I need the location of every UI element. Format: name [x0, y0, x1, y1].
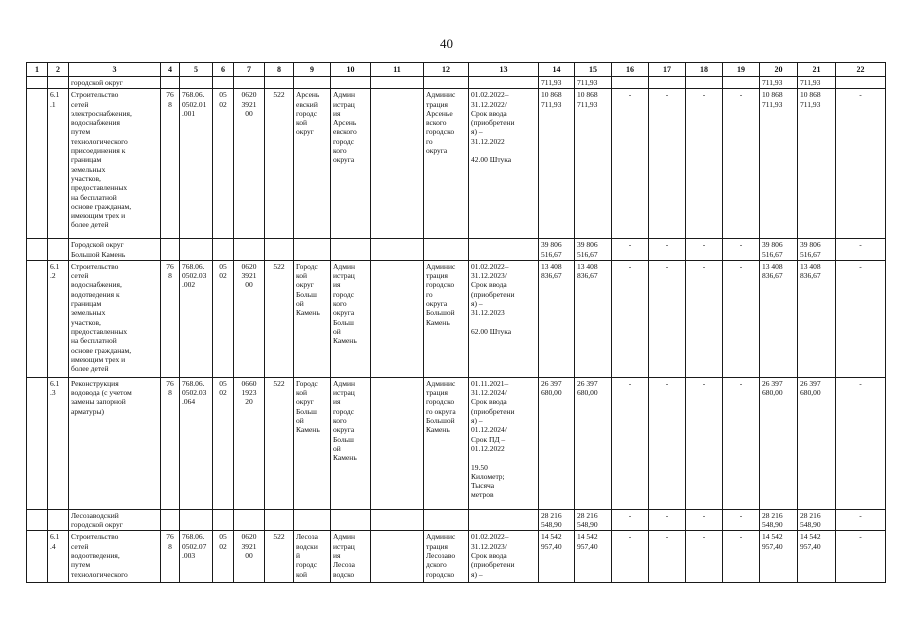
table-cell: 522 — [265, 260, 294, 377]
table-cell: 05 02 — [213, 89, 234, 239]
table-cell: 14 542 957,40 — [760, 531, 798, 583]
table-cell — [265, 239, 294, 261]
column-header: 5 — [180, 63, 213, 77]
table-cell — [48, 239, 69, 261]
table-cell: - — [612, 509, 649, 531]
table-cell: - — [686, 89, 723, 239]
table-cell: - — [686, 260, 723, 377]
table-cell: 28 216 548,90 — [575, 509, 612, 531]
table-cell — [294, 509, 331, 531]
table-cell: Строительство сетей водоснабжения, водотведения к границам земельных участков, предоставленных на бесплатной основе гражданам, имеющим трех и более детей — [69, 260, 161, 377]
table-cell: Городской округ Большой Камень — [69, 239, 161, 261]
table-cell — [213, 509, 234, 531]
table-cell: 13 408 836,67 — [575, 260, 612, 377]
page-number: 40 — [440, 36, 453, 51]
table-row — [27, 509, 886, 531]
table-cell: - — [723, 260, 760, 377]
table-cell: 14 542 957,40 — [539, 531, 575, 583]
table-cell — [469, 77, 539, 89]
table-cell: Админ истрац ия городс кого округа Больш ой Камень — [331, 260, 371, 377]
table-cell — [161, 239, 180, 261]
table-cell: 05 02 — [213, 531, 234, 583]
table-cell — [469, 239, 539, 261]
table-cell — [265, 77, 294, 89]
table-cell: 768.06. 0502.07 .003 — [180, 531, 213, 583]
table-cell — [723, 77, 760, 89]
table-cell: 10 868 711,93 — [798, 89, 836, 239]
table-cell: 10 868 711,93 — [760, 89, 798, 239]
table-cell — [161, 509, 180, 531]
column-header: 4 — [161, 63, 180, 77]
table-row — [27, 531, 886, 583]
column-header: 10 — [331, 63, 371, 77]
column-header: 15 — [575, 63, 612, 77]
data-table — [26, 62, 886, 583]
table-cell: 522 — [265, 531, 294, 583]
table-cell: - — [686, 377, 723, 509]
table-cell — [234, 77, 265, 89]
table-cell: 768.06. 0502.03 .064 — [180, 377, 213, 509]
table-cell — [424, 77, 469, 89]
table-cell: 6.1 .1 — [48, 89, 69, 239]
column-header: 16 — [612, 63, 649, 77]
table-cell — [180, 239, 213, 261]
table-cell — [371, 77, 424, 89]
table-cell: - — [649, 531, 686, 583]
table-cell: 39 806 516,67 — [539, 239, 575, 261]
column-header: 21 — [798, 63, 836, 77]
table-cell: 711,93 — [798, 77, 836, 89]
table-cell — [294, 77, 331, 89]
column-header: 19 — [723, 63, 760, 77]
table-cell — [213, 77, 234, 89]
table-cell: 05 02 — [213, 377, 234, 509]
column-header: 2 — [48, 63, 69, 77]
table-cell: - — [686, 239, 723, 261]
table-cell — [27, 509, 48, 531]
table-cell — [331, 509, 371, 531]
table-cell: Админис трация Лесозаво дского городско — [424, 531, 469, 583]
table-cell: 01.02.2022– 31.12.2023/ Срок ввода (приобретени я) – 31.12.2023 62.00 Штука — [469, 260, 539, 377]
column-header: 22 — [836, 63, 886, 77]
table-cell: - — [612, 260, 649, 377]
table-cell: 26 397 680,00 — [539, 377, 575, 509]
column-header: 3 — [69, 63, 161, 77]
table-cell: - — [836, 377, 886, 509]
table-cell — [27, 239, 48, 261]
table-row — [27, 260, 886, 377]
table-cell: 76 8 — [161, 531, 180, 583]
table-cell: 0620 3921 00 — [234, 260, 265, 377]
table-cell: - — [649, 509, 686, 531]
table-cell: 10 868 711,93 — [575, 89, 612, 239]
table-cell: 13 408 836,67 — [798, 260, 836, 377]
table-cell: - — [612, 239, 649, 261]
column-header: 7 — [234, 63, 265, 77]
table-cell: - — [686, 509, 723, 531]
table-cell — [371, 377, 424, 509]
table-cell: 01.02.2022– 31.12.2023/ Срок ввода (приобретени я) – — [469, 531, 539, 583]
table-cell: - — [836, 89, 886, 239]
table-cell: 768.06. 0502.03 .002 — [180, 260, 213, 377]
table-cell: 01.02.2022– 31.12.2022/ Срок ввода (приобретени я) – 31.12.2022 42.00 Штука — [469, 89, 539, 239]
table-cell: 05 02 — [213, 260, 234, 377]
table-cell: 26 397 680,00 — [575, 377, 612, 509]
table-cell — [48, 509, 69, 531]
table-cell: Админ истрац ия городс кого округа Больш ой Камень — [331, 377, 371, 509]
table-cell: городской округ — [69, 77, 161, 89]
table-cell — [686, 77, 723, 89]
table-cell: 522 — [265, 377, 294, 509]
table-cell: - — [612, 377, 649, 509]
table-row — [27, 239, 886, 261]
table-cell — [27, 89, 48, 239]
table-cell: 522 — [265, 89, 294, 239]
table-cell: 6.1 .4 — [48, 531, 69, 583]
table-cell: Админис трация городско го округа Большой Камень — [424, 260, 469, 377]
table-cell: 39 806 516,67 — [575, 239, 612, 261]
table-cell — [371, 531, 424, 583]
table-cell — [469, 509, 539, 531]
table-cell: Лесоза водски й городс кой — [294, 531, 331, 583]
column-header: 20 — [760, 63, 798, 77]
table-cell — [649, 77, 686, 89]
table-cell: 0660 1923 20 — [234, 377, 265, 509]
table-row — [27, 89, 886, 239]
table-cell: - — [723, 531, 760, 583]
table-cell: 76 8 — [161, 377, 180, 509]
table-cell: 01.11.2021– 31.12.2024/ Срок ввода (приобретени я) – 01.12.2024/ Срок ПД – 01.12.2022 19.50 Километр; Тысяча метров — [469, 377, 539, 509]
table-cell: - — [723, 239, 760, 261]
table-cell: 76 8 — [161, 89, 180, 239]
table-cell — [612, 77, 649, 89]
column-header: 13 — [469, 63, 539, 77]
table-cell — [234, 509, 265, 531]
table-cell: 711,93 — [575, 77, 612, 89]
table-cell — [234, 239, 265, 261]
table-cell: Админис трация Арсенье вского городско го округа — [424, 89, 469, 239]
table-cell — [371, 260, 424, 377]
table-cell — [27, 531, 48, 583]
table-cell: 768.06. 0502.01 .001 — [180, 89, 213, 239]
table-cell — [331, 77, 371, 89]
table-cell: 39 806 516,67 — [760, 239, 798, 261]
header-row — [27, 63, 886, 77]
table-cell — [371, 239, 424, 261]
table-row — [27, 377, 886, 509]
table-cell — [331, 239, 371, 261]
table-cell — [161, 77, 180, 89]
table-cell: 39 806 516,67 — [798, 239, 836, 261]
table-cell — [180, 77, 213, 89]
table-cell: - — [649, 377, 686, 509]
table-cell: - — [723, 377, 760, 509]
column-header: 11 — [371, 63, 424, 77]
table-cell: 6.1 .2 — [48, 260, 69, 377]
table-cell: - — [723, 89, 760, 239]
table-cell: - — [686, 531, 723, 583]
table-cell — [371, 89, 424, 239]
table-cell: Арсень евский городс кой округ — [294, 89, 331, 239]
table-cell: Строительство сетей электроснабжения, водоснабжения путем технологического присоединения к границам земельных участков, предоставленных на бесплатной основе гражданам, имеющим трех и более детей — [69, 89, 161, 239]
table-cell: - — [612, 531, 649, 583]
column-header: 8 — [265, 63, 294, 77]
table-cell: - — [649, 239, 686, 261]
table-cell — [424, 239, 469, 261]
table-cell: Городс кой округ Больш ой Камень — [294, 260, 331, 377]
column-header: 14 — [539, 63, 575, 77]
column-header: 18 — [686, 63, 723, 77]
table-cell: 10 868 711,93 — [539, 89, 575, 239]
column-header: 6 — [213, 63, 234, 77]
table-cell: 28 216 548,90 — [539, 509, 575, 531]
table-row — [27, 77, 886, 89]
table-cell — [213, 239, 234, 261]
table-cell: Городс кой округ Больш ой Камень — [294, 377, 331, 509]
table-cell: Лесозаводский городской округ — [69, 509, 161, 531]
table-cell: 14 542 957,40 — [798, 531, 836, 583]
table-cell — [424, 509, 469, 531]
table-cell: 711,93 — [760, 77, 798, 89]
table-cell: 711,93 — [539, 77, 575, 89]
table-cell: 28 216 548,90 — [760, 509, 798, 531]
table-cell: Реконструкция водовода (с учетом замены запорной арматуры) — [69, 377, 161, 509]
column-header: 1 — [27, 63, 48, 77]
table-cell: 13 408 836,67 — [539, 260, 575, 377]
table-cell: 0620 3921 00 — [234, 89, 265, 239]
table-cell: - — [723, 509, 760, 531]
table-cell: 13 408 836,67 — [760, 260, 798, 377]
table-cell: 0620 3921 00 — [234, 531, 265, 583]
table-cell: 26 397 680,00 — [798, 377, 836, 509]
table-cell: 14 542 957,40 — [575, 531, 612, 583]
table-cell: - — [649, 89, 686, 239]
table-cell: - — [612, 89, 649, 239]
table-cell: - — [836, 260, 886, 377]
table-cell: Админ истрац ия Арсень евского городс кого округа — [331, 89, 371, 239]
table-cell: 28 216 548,90 — [798, 509, 836, 531]
column-header: 17 — [649, 63, 686, 77]
table-cell: 26 397 680,00 — [760, 377, 798, 509]
table-cell: Админ истрац ия Лесоза водско — [331, 531, 371, 583]
table-cell — [836, 77, 886, 89]
column-header: 9 — [294, 63, 331, 77]
table-cell: - — [836, 509, 886, 531]
column-header: 12 — [424, 63, 469, 77]
table-cell — [27, 377, 48, 509]
table-cell — [265, 509, 294, 531]
table-cell — [27, 260, 48, 377]
table-cell: 6.1 .3 — [48, 377, 69, 509]
table-cell — [294, 239, 331, 261]
table-cell: Строительство сетей водоотведения, путем технологического — [69, 531, 161, 583]
table-cell — [27, 77, 48, 89]
table-cell — [371, 509, 424, 531]
table-cell: Админис трация городско го округа Большой Камень — [424, 377, 469, 509]
table-cell — [48, 77, 69, 89]
table-cell: - — [836, 239, 886, 261]
table-cell: - — [649, 260, 686, 377]
table-cell — [180, 509, 213, 531]
table-cell: 76 8 — [161, 260, 180, 377]
table-cell: - — [836, 531, 886, 583]
